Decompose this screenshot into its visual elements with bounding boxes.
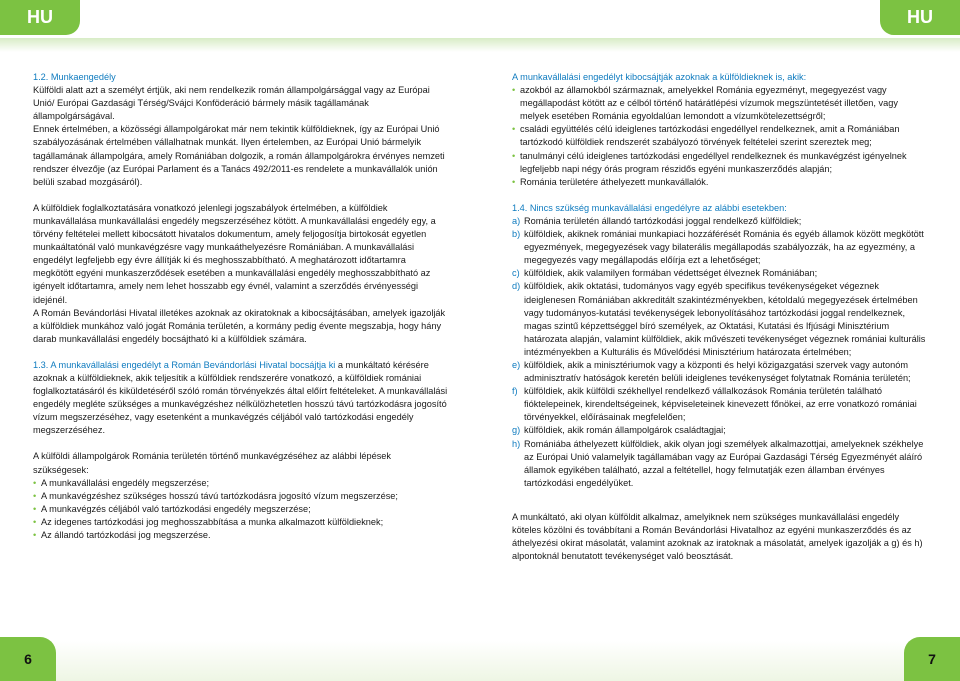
list-item	[512, 385, 928, 424]
list-item	[512, 267, 928, 280]
section-1-2-paragraph-3: A Román Bevándorlási Hivatal illetékes azoknak az okiratoknak a kibocsájtásában, amelyek igazolják a külföldiek munkához való jogát Románia területén, a kormány pedig évente megszabja, hogy hány darab munkavállalási engedély bocsájtható ki a külföldiek számára.	[33, 307, 446, 344]
left-column	[33, 71, 448, 542]
item-letter: c)	[512, 268, 520, 279]
header-gradient	[0, 38, 960, 52]
section-1-2-paragraph-1	[33, 84, 448, 189]
paragraph-1a: Külföldi alatt azt a személyt értjük, aki nem rendelkezik román állampolgársággal vagy az Európai Unió/ Európai Gazdasági Térség/Svájci Konföderáció bármely másik tagállamának állampolgárságával.	[33, 85, 430, 122]
item-text: külföldiek, akik oktatási, tudományos vagy egyéb specifikus tevékenységeket végeznek ideiglenesen Romániában akkreditált szakintézményekben, kétoldalú megegyezések értelmében vagy tudományos-kutatási tevékenységek lebonyolításához tartózkodási joggal rendelkeznek, magas szintű képzettséggel bíró személyek, az Oktatási, Kutatási és Ifjúsági Minisztérium határozata alapján, valamint külföldiek, akik művészeti tevékenységet végeznek romániai kulturális intézményekben a Kulturális és Művelődési Minisztérium határozata értelmében;	[524, 281, 926, 357]
steps-list	[33, 477, 448, 542]
list-item: • családi együttélés célú ideiglenes tartózkodási engedéllyel rendelkeznek, amit a Romániában tartózkodó külföldiek rendszerét szabályozó törvények feltételei szerint szereztek meg;	[512, 123, 928, 149]
right-column	[512, 71, 928, 563]
list-item	[512, 280, 928, 359]
item-letter: f)	[512, 386, 518, 397]
language-badge-right: HU	[880, 0, 960, 35]
item-text: külföldiek, akik külföldi székhellyel rendelkező vállalkozások Románia területén található fióktelepeinek, kirendeltségeinek, képviseleteinek kinevezett főnökei, az erre vonatkozó romániai törvényekkel, előírásainak megfelelően;	[524, 386, 917, 423]
intro-list	[512, 84, 928, 189]
cases-list	[512, 215, 928, 490]
paragraph-1c: Ilyen értelemben, az Európai Unió bármelyik tagállamának állampolgára, amely Romániában dolgozik, a román állampolgárokra érvényes nemzeti rendszer élvezője (az Európai Parlament és a Tanács 492/2011-es rendelete a munkavállalók unión belüli szabad mozgásáról).	[33, 137, 445, 187]
item-text: külföldiek, akik a minisztériumok vagy a központi és helyi közigazgatási szervek vagy autonóm adminisztratív hatóságok keretén belüli ideiglenes tevékenységet folytatnak Románia területén;	[524, 359, 911, 384]
item-text: külföldiek, akiknek romániai munkapiaci hozzáférését Románia és egyéb államok között megkötött egyezmények, megegyezések vagy bilaterális megállapodás szabályozzák, ha az egyezmény, a megegyezés vagy megállapodás előírja ezt a lehetőséget;	[524, 229, 924, 266]
intro-title: A munkavállalási engedélyt kibocsájtják azoknak a külföldieknek is, akik:	[512, 72, 807, 82]
item-letter: b)	[512, 229, 521, 240]
page-number-right: 7	[904, 637, 960, 681]
list-item: • Az idegenes tartózkodási jog meghosszabbítása a munka alkalmazott külföldieknek;	[33, 516, 448, 529]
top-bar	[0, 0, 960, 35]
item-text: külföldiek, akik valamilyen formában védettséget élveznek Romániában;	[524, 268, 818, 279]
section-1-3-title: 1.3. A munkavállalási engedélyt a Román Bevándorlási Hivatal bocsájtja ki	[33, 359, 336, 370]
list-item: • A munkavégzéshez szükséges hosszú távú tartózkodásra jogosító vízum megszerzése;	[33, 490, 448, 503]
list-item	[512, 215, 928, 228]
closing-paragraph: A munkáltató, aki olyan külföldit alkalmaz, amelyiknek nem szükséges munkavállalási engedély köteles közölni és továbbítani a Román Bevándorlási Hivatalhoz az egyéni munkaszerződés és az áthelyezési okirat másolatát, valamint azoknak az iratoknak a másolatát, amelyek igazolják a g) és h) alpontoknál benutatott tevékenységet való beosztását.	[512, 511, 923, 562]
language-badge-left: HU	[0, 0, 80, 35]
item-text: Romániába áthelyezett külföldiek, akik olyan jogi személyek alkalmazottjai, amelyeknek székhelye az Európai Unió valamelyik tagállamában vagy az Európai Gazdasági Térség Egyezményét aláíró államok egyikében található, azzal a feltétellel, hogy felmutatják ezen államban érvényes tartózkodási engedélyüket.	[524, 438, 924, 488]
item-letter: h)	[512, 438, 521, 449]
item-letter: g)	[512, 425, 521, 436]
paragraph-1b: Ennek értelmében, a közösségi állampolgárokat már nem tekintik külföldieknek, így az Európai Unió szabályozásának értelmében vállalhatnak munkát.	[33, 124, 440, 148]
list-item: • tanulmányi célú ideiglenes tartózkodási engedéllyel rendelkeznek és munkavégzést igényelnek legfeljebb napi négy órás program részidős egyéni munkaszerződés alapján;	[512, 150, 928, 176]
list-item: • Az állandó tartózkodási jog megszerzése.	[33, 529, 448, 542]
list-item	[512, 424, 928, 437]
list-item: • azokból az államokból származnak, amelyekkel Románia egyezményt, megegyezést vagy megállapodást kötött az e célból történő határátlépési vízumok megszüntetését illetően, vagy melyek esetében Románia egyoldalúan lemondott a vízumkötelezettségről;	[512, 84, 928, 123]
item-letter: a)	[512, 215, 521, 226]
item-text: Románia területén állandó tartózkodási joggal rendelkező külföldiek;	[524, 215, 802, 226]
item-text: külföldiek, akik román állampolgárok családtagjai;	[524, 425, 726, 436]
footer-gradient	[0, 641, 960, 681]
list-item	[512, 438, 928, 490]
section-1-3-text: a munkáltató kérésére azoknak a külföldieknek, akik teljesítik a külföldiek rendszerére vonatkozó, a külföldiek romániai foglalkoztatásáról és kiküldetéséről szóló román törvényekzés által előírt feltételeket. A munkavállalási engedély megléte szükséges a munkavégzéshez nélkülözhetetlen hosszú távú tartózkodásra jogosító vízum megszerzéséhez, vagy esetenként a munkavégzés céljából való tartózkodási engedély megszerzéséhez.	[33, 359, 448, 436]
page-number-left: 6	[0, 637, 56, 681]
list-item	[512, 359, 928, 385]
section-1-3-paragraph-1	[33, 359, 448, 438]
list-item: • Románia területére áthelyezett munkavállalók.	[512, 176, 928, 189]
list-item	[512, 228, 928, 267]
list-item: • A munkavállalási engedély megszerzése;	[33, 477, 448, 490]
section-1-2-title: 1.2. Munkaengedély	[33, 72, 116, 82]
section-1-2-paragraph-2: A külföldiek foglalkoztatására vonatkozó jelenlegi jogszabályok értelmében, a külföldiek munkavállalása munkavállalási engedély megszerzéséhez kötött. A munkavállalási engedély egy, a törvény feltételei mellett kibocsátott hivatalos dokumentum, amely feljogosítja birtokosát egyetlen munkaáltatónál való munkavégzésre vagy munkaáthelyezésre Romániában. A munkavállalási engedélyt legfeljebb egy évre állítják ki és meghosszabbítható. A meghatározott időtartamra megkötött egyéni munkaszerződések esetében a munkavállalási engedély meghosszabbítható az igényelt időtartamra, amely nem lehet hosszabb egy évnél, valamint a szerződés érvényességi idejénél.	[33, 202, 436, 305]
item-letter: d)	[512, 281, 521, 292]
section-1-3-paragraph-2: A külföldi állampolgárok Románia területén történő munkavégzéséhez az alábbi lépések szükségesek:	[33, 451, 392, 475]
list-item: • A munkavégzés céljából való tartózkodási engedély megszerzése;	[33, 503, 448, 516]
section-1-4-title: 1.4. Nincs szükség munkavállalási engedélyre az alábbi esetekben:	[512, 202, 787, 213]
item-letter: e)	[512, 359, 521, 370]
